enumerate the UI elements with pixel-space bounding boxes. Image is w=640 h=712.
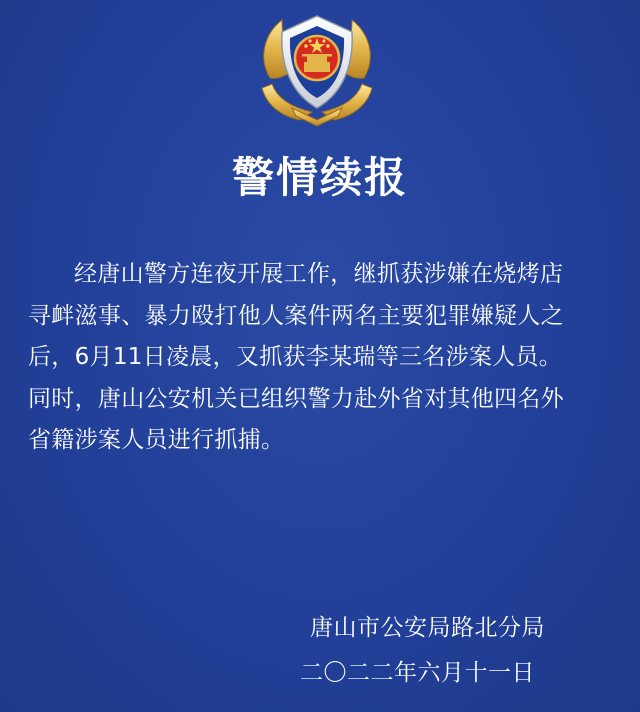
notice-title: 警情续报	[231, 153, 408, 202]
body-line: 后，6月11日凌晨，又抓获李某瑞等三名涉案人员。	[28, 344, 563, 370]
issue-date: 二〇二二年六月十一日	[300, 660, 535, 686]
body-line: 省籍涉案人员进行抓捕。	[28, 427, 285, 453]
body-line: 寻衅滋事、暴力殴打他人案件两名主要犯罪嫌疑人之	[28, 302, 564, 329]
body-line: 同时，唐山公安机关已组织警力赴外省对其他四名外	[28, 385, 564, 412]
police-emblem-icon	[252, 8, 382, 130]
notice-body	[28, 254, 618, 462]
body-line: 经唐山警方连夜开展工作，继抓获涉嫌在烧烤店	[74, 261, 564, 287]
notice-signature	[300, 606, 620, 696]
issuer-name: 唐山市公安局路北分局	[310, 615, 545, 641]
